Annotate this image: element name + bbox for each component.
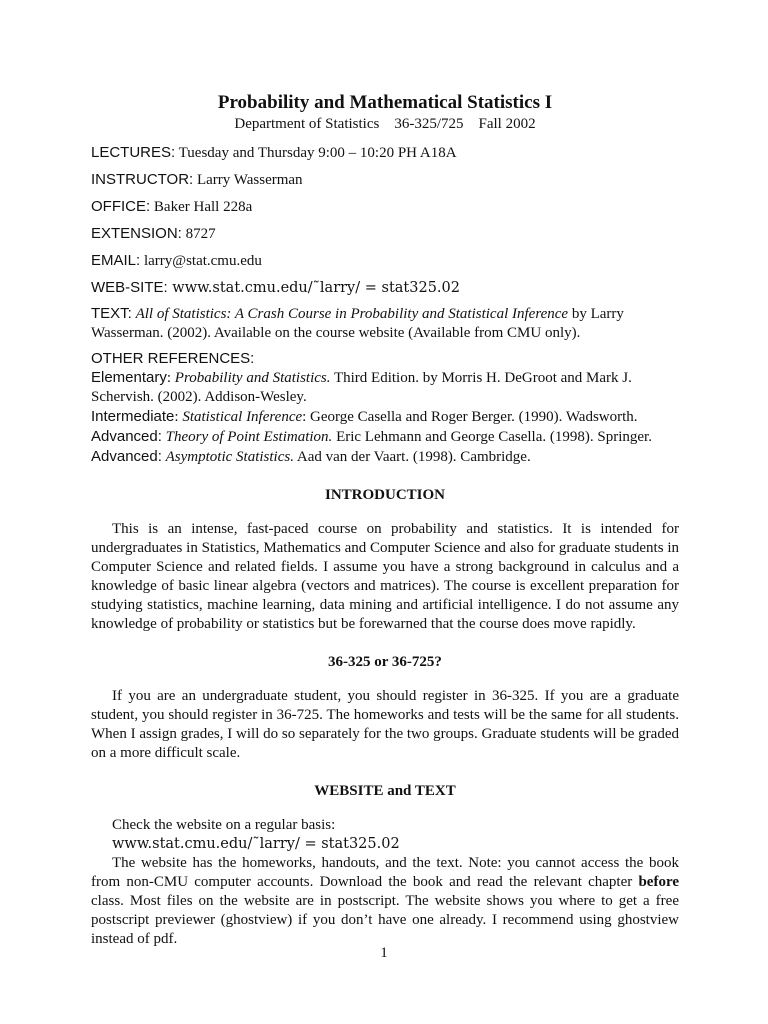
course-number: 36-325/725 [394,116,464,132]
reference-title: Asymptotic Statistics. [165,449,294,465]
reference-details: Aad van der Vaart. (1998). Cambridge. [293,449,531,465]
website-text-emphasis: before [638,874,679,890]
page-number: 1 [380,945,388,961]
reference-item [91,407,679,427]
reference-details: : George Casella and Roger Berger. (1990). Wadsworth. [302,409,638,425]
reference-title: Probability and Statistics. [174,370,331,386]
email-label: EMAIL: [91,252,141,269]
reference-item [91,447,679,467]
reference-details: Eric Lehmann and George Casella. (1998). Springer. [332,429,652,445]
website-line [91,279,679,297]
website-paragraph [91,854,679,949]
introduction-heading: INTRODUCTION [324,487,445,503]
website-text-part2: class. Most files on the website are in postscript. The website shows you where to get a free postscript previewer (ghostview) if you don’t have one already. I recommend using ghostview instead of pdf. [91,893,679,947]
website-url-line [91,835,679,854]
text-book-title: All of Statistics: A Crash Course in Probability and Statistical Inference [135,306,569,322]
reference-level: Elementary [91,369,167,386]
instructor-label: INSTRUCTOR: [91,171,194,188]
text-line [91,304,679,343]
lectures-line [91,144,679,162]
reference-item [91,368,679,407]
department: Department of Statistics [234,116,380,132]
registration-paragraph: If you are an undergraduate student, you should register in 36-325. If you are a graduate student, you should register in 36-725. The homeworks and tests will be the same for all students. When I assign grades, I will do so separately for the two groups. Graduate students will be graded on a more difficult scale. [91,688,679,761]
lectures-label: LECTURES: [91,144,176,161]
office-line [91,198,679,216]
course-subtitle [91,114,679,134]
introduction-paragraph: This is an intense, fast-paced course on probability and statistics. It is intended for undergraduates in Statistics, Mathematics and Computer Science and also for graduate students in Computer Science and related fields. I assume you have a strong background in calculus and a knowledge of basic linear algebra (vectors and matrices). The course is excellent preparation for studying statistics, machine learning, data mining and artificial intelligence. I do not assume any knowledge of probability or statistics but be forewarned that the course does move rapidly. [91,521,679,632]
extension-value: 8727 [181,226,216,242]
course-website-url: www.stat.cmu.edu/˜larry/ = stat325.02 [112,836,400,852]
office-value: Baker Hall 228a [150,199,253,215]
instructor-line [91,171,679,189]
reference-level: Intermediate [91,408,175,425]
text-book-details: by Larry Wasserman. (2002). Available on the course website (Available from CMU only). [91,306,624,341]
website-intro-line: Check the website on a regular basis: [112,817,336,833]
text-label: TEXT: [91,305,132,322]
website-heading: WEBSITE and TEXT [314,783,456,799]
extension-label: EXTENSION: [91,225,182,242]
reference-level: Advanced: [91,428,162,445]
reference-title: Theory of Point Estimation. [165,429,333,445]
extension-line [91,225,679,243]
office-label: OFFICE: [91,198,151,215]
website-label: WEB-SITE: [91,279,168,296]
email-value: larry@stat.cmu.edu [140,253,262,269]
term: Fall 2002 [478,116,536,132]
page-title: Probability and Mathematical Statistics I [217,92,553,113]
lectures-value: Tuesday and Thursday 9:00 – 10:20 PH A18A [175,145,457,161]
reference-details: Third Edition. by Morris H. DeGroot and Mark J. Schervish. (2002). Addison-Wesley. [91,370,632,405]
website-text-part1: The website has the homeworks, handouts, and the text. Note: you cannot access the book from non-CMU computer accounts. Download the book and read the relevant chapter [91,855,679,890]
reference-item [91,427,679,447]
reference-sep: : [166,370,175,386]
reference-level: Advanced: [91,448,162,465]
instructor-value: Larry Wasserman [193,172,303,188]
references-section [91,349,679,467]
registration-heading: 36-325 or 36-725? [328,654,442,670]
references-heading: OTHER REFERENCES: [91,350,255,367]
reference-sep: : [174,409,183,425]
syllabus-page [91,88,679,949]
website-url: www.stat.cmu.edu/˜larry/ = stat325.02 [167,280,460,296]
email-line [91,252,679,270]
reference-title: Statistical Inference [182,409,303,425]
